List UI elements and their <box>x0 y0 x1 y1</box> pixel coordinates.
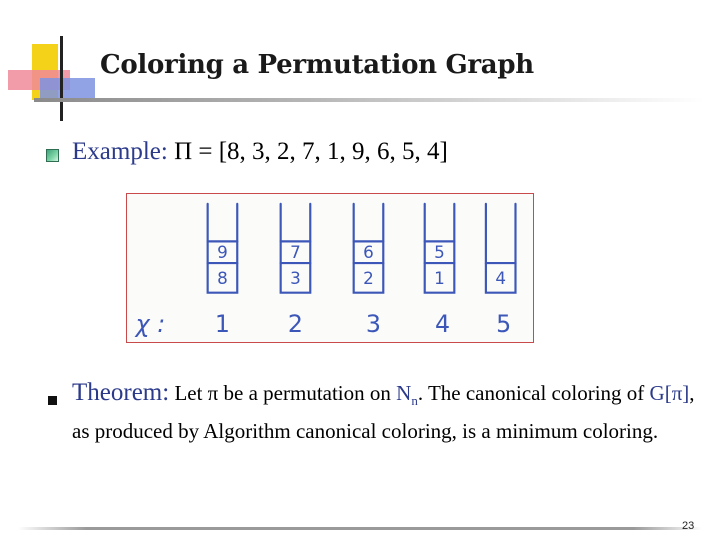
bullet-square-icon <box>46 149 59 162</box>
chi-label: χ : <box>135 310 166 339</box>
stack-1-top: 9 <box>217 242 228 263</box>
slide-logo-decoration <box>0 0 110 130</box>
color-3: 3 <box>365 310 381 339</box>
slide-title: Coloring a Permutation Graph <box>100 50 534 80</box>
theorem-label: Theorem <box>72 379 163 406</box>
theorem-text-3: . The canonical coloring of <box>417 381 650 405</box>
theorem-subscript-n: n <box>411 393 418 409</box>
stack-2-bottom: 3 <box>290 267 301 288</box>
theorem-pi: π <box>207 381 219 405</box>
theorem-set-N: N <box>396 381 412 405</box>
page-number: 23 <box>682 520 695 532</box>
stack-3-bottom: 2 <box>363 267 374 288</box>
title-divider <box>34 98 704 102</box>
example-permutation: Π = [8, 3, 2, 7, 1, 9, 6, 5, 4] <box>167 138 448 165</box>
color-4: 4 <box>434 310 451 339</box>
theorem-text-1: Let <box>169 381 208 405</box>
theorem-colon: : <box>162 379 170 406</box>
stack-5-bottom: 4 <box>495 267 507 288</box>
stack-4-bottom: 1 <box>434 267 445 288</box>
stack-4-top: 5 <box>434 242 445 263</box>
color-5: 5 <box>496 310 512 339</box>
theorem-paragraph <box>72 378 712 446</box>
bullet-square-icon <box>48 396 57 405</box>
whiteboard-photo <box>126 193 534 343</box>
theorem-text-4: , as produced by Algorithm canonical coloring, is a minimum coloring. <box>72 381 695 444</box>
example-label: Example: <box>72 138 168 165</box>
example-line <box>72 138 448 166</box>
color-1: 1 <box>214 310 230 339</box>
stack-3-top: 6 <box>363 242 374 263</box>
footer-divider <box>18 527 702 530</box>
stack-1-bottom: 8 <box>217 267 228 288</box>
theorem-graph: G[π] <box>649 381 690 405</box>
theorem-text-2: be a permutation on <box>218 381 397 405</box>
stack-2-top: 7 <box>290 242 301 263</box>
color-2: 2 <box>287 310 303 339</box>
